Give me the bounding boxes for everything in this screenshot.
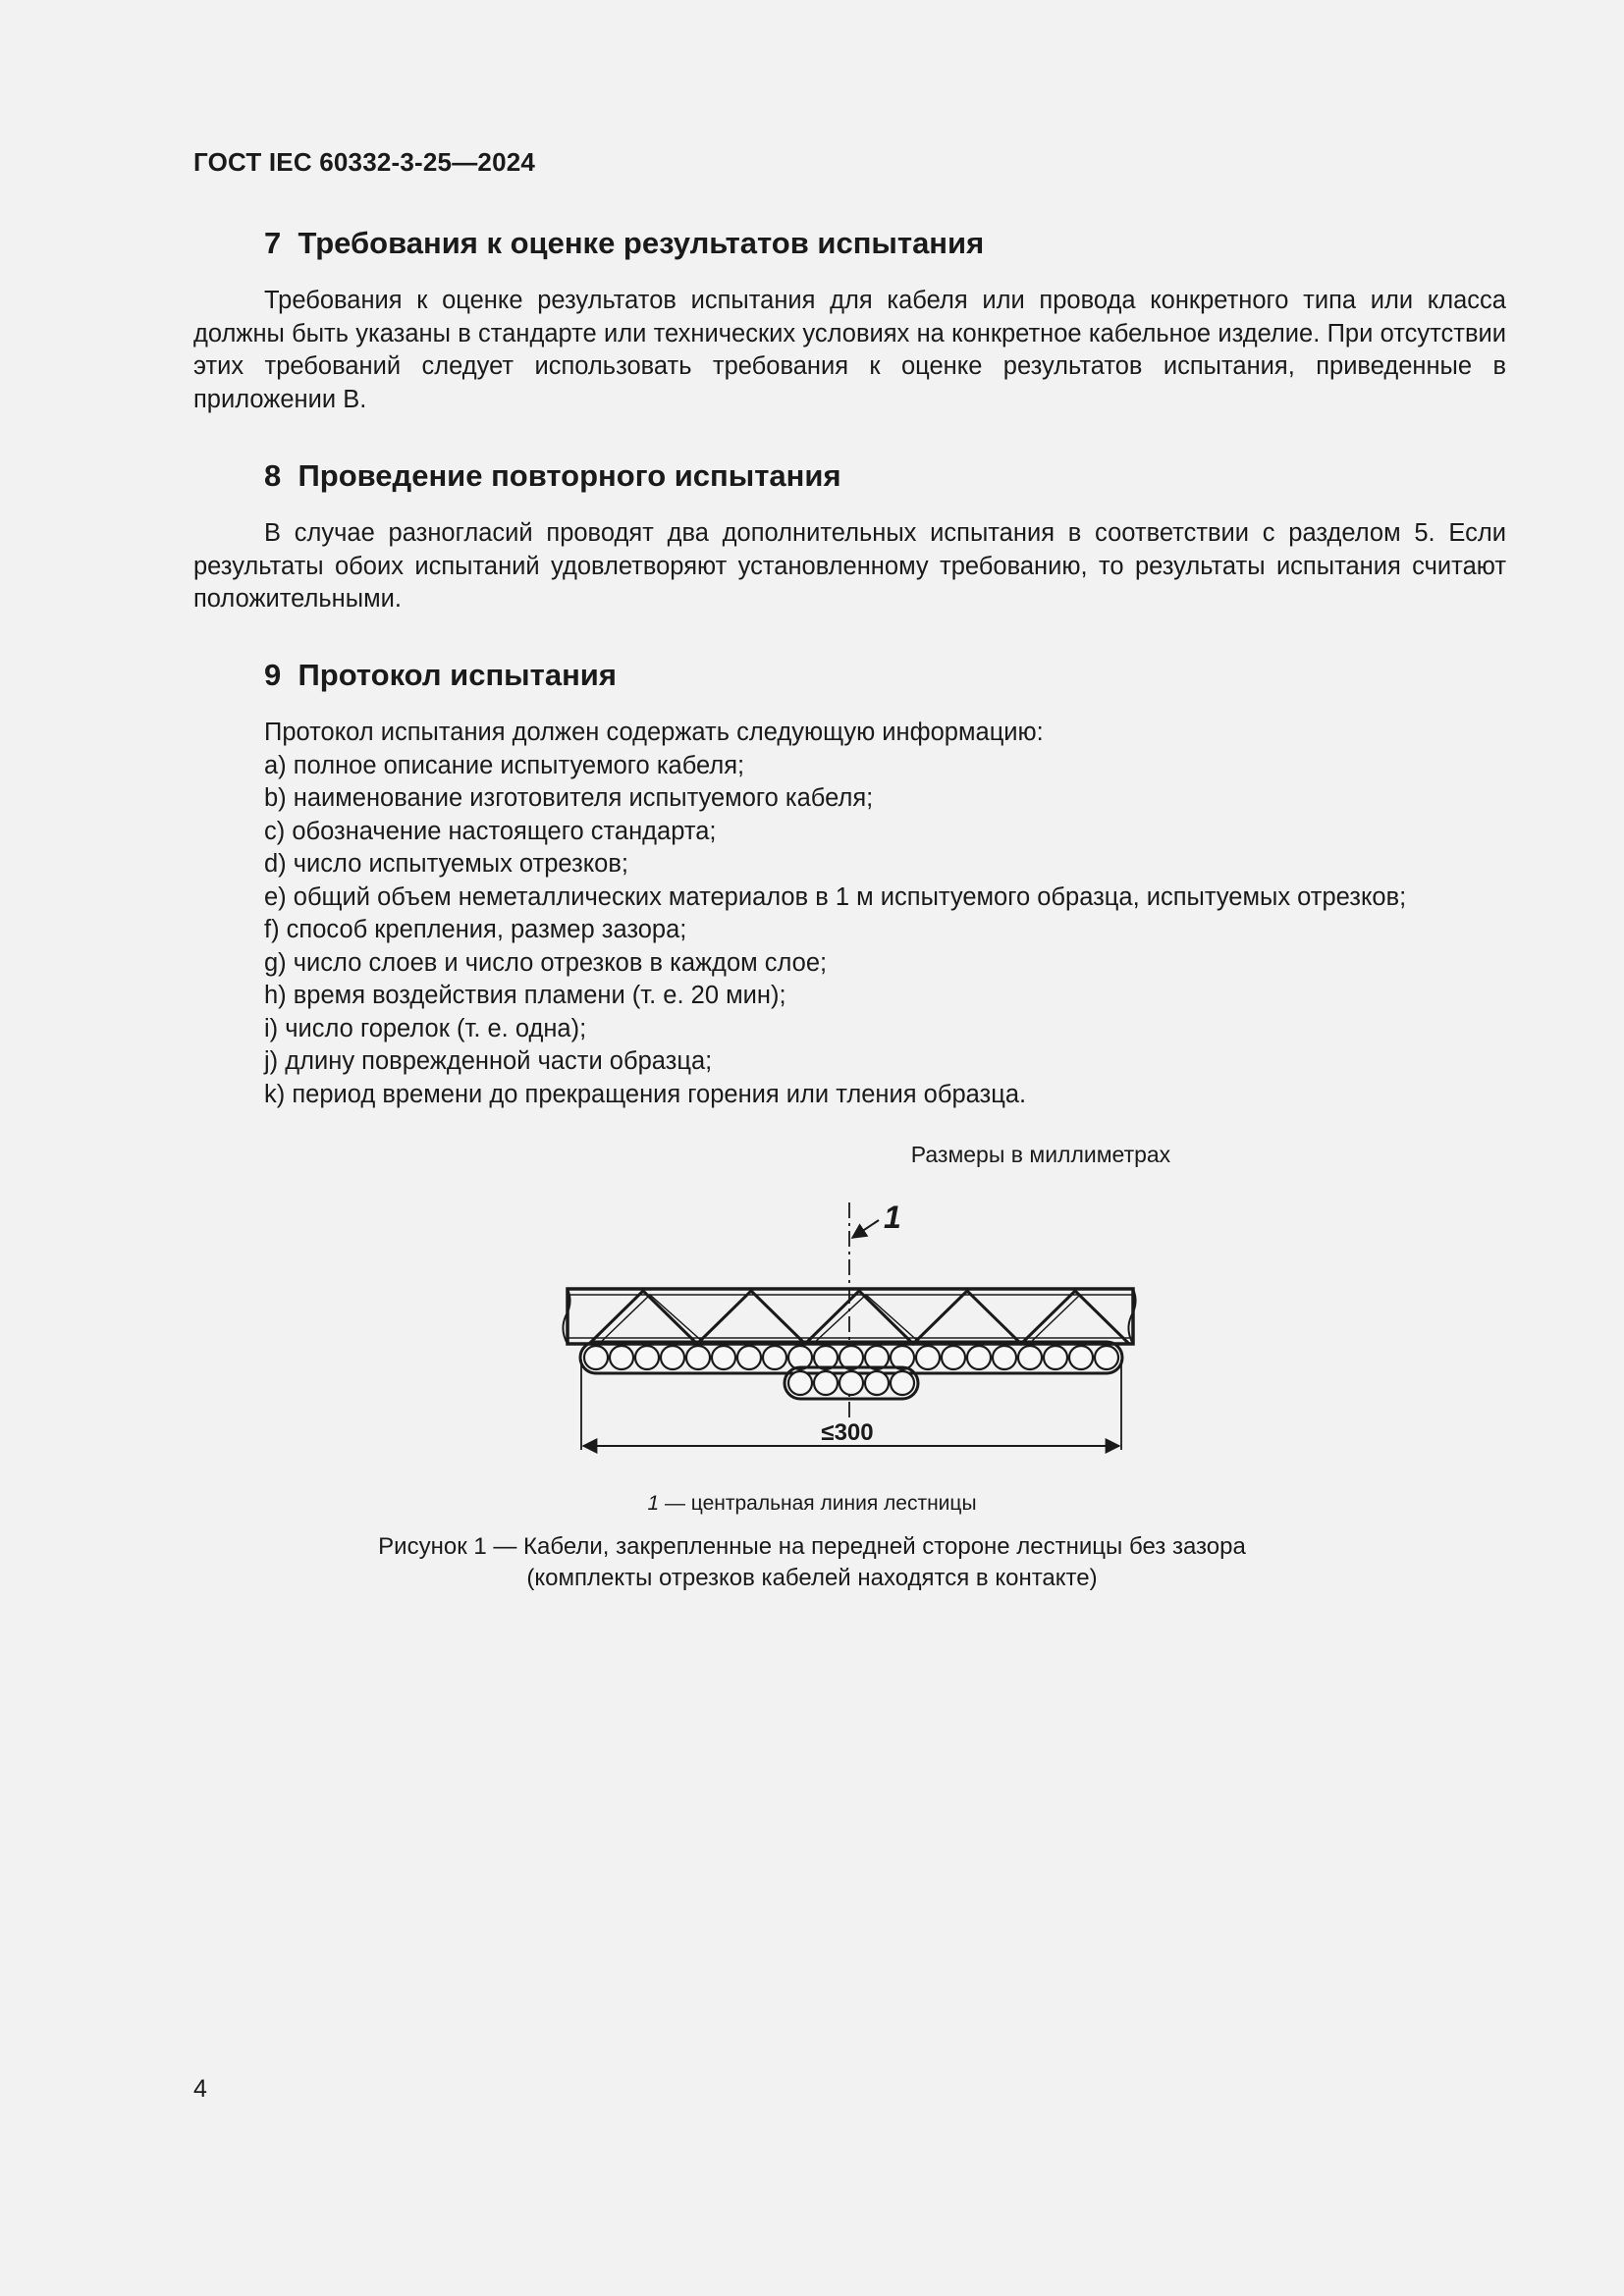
dimensions-note: Размеры в миллиметрах (910, 1142, 1171, 1167)
cable-cross-section (788, 1371, 812, 1395)
cable-cross-section (839, 1346, 863, 1369)
cable-cross-section (891, 1371, 914, 1395)
list-item: k) период времени до прекращения горения или тления образца. (264, 1080, 1027, 1108)
list-item: d) число испытуемых отрезков; (264, 850, 628, 878)
list-item: c) обозначение настоящего стандарта; (264, 817, 717, 845)
cable-cross-section (712, 1346, 735, 1369)
report-items-list (264, 750, 1506, 1112)
figure-legend: 1 — центральная линия лестницы (647, 1492, 977, 1515)
section-8 (193, 456, 1506, 616)
section-7-heading: 7 Требования к оценке результатов испытания (264, 226, 985, 260)
cable-cross-section (967, 1346, 991, 1369)
cable-cross-section (1018, 1346, 1042, 1369)
cable-cross-section (865, 1371, 889, 1395)
cable-cross-section (1069, 1346, 1093, 1369)
cable-cross-section (916, 1346, 940, 1369)
section-7 (193, 224, 1506, 416)
cable-cross-section (763, 1346, 786, 1369)
dimension-label: ≤300 (821, 1419, 874, 1446)
section-9 (193, 656, 1506, 1111)
list-item: h) время воздействия пламени (т. е. 20 мин); (264, 982, 786, 1009)
cable-cross-section (891, 1346, 914, 1369)
callout-leader (852, 1220, 879, 1238)
cable-cross-section (942, 1346, 965, 1369)
cable-row-bottom (785, 1367, 918, 1399)
cable-cross-section (865, 1346, 889, 1369)
section-9-intro: Протокол испытания должен содержать следующую информацию: (264, 719, 1044, 746)
cable-cross-section (1044, 1346, 1067, 1369)
cable-cross-section (584, 1346, 608, 1369)
list-item: a) полное описание испытуемого кабеля; (264, 751, 745, 779)
cable-cross-section (610, 1346, 633, 1369)
cable-cross-section (661, 1346, 684, 1369)
cable-cross-section (635, 1346, 659, 1369)
callout-label: 1 (884, 1200, 901, 1235)
figure-caption-continued: (комплекты отрезков кабелей находятся в контакте) (526, 1565, 1098, 1591)
list-item: e) общий объем неметаллических материалов в 1 м испытуемого образца, испытуемых отрезков; (264, 882, 1407, 911)
cable-cross-section (788, 1346, 812, 1369)
page-number: 4 (193, 2075, 207, 2103)
list-item: j) длину поврежденной части образца; (264, 1047, 713, 1075)
cable-cross-section (1095, 1346, 1118, 1369)
cable-cross-section (814, 1346, 838, 1369)
list-item: i) число горелок (т. е. одна); (264, 1014, 587, 1042)
cable-cross-section (993, 1346, 1016, 1369)
list-item: f) способ крепления, размер зазора; (264, 916, 687, 943)
cable-cross-section (839, 1371, 863, 1395)
document-header: ГОСТ IEC 60332-3-25—2024 (193, 147, 536, 177)
cable-cross-section (737, 1346, 761, 1369)
section-7-text: Требования к оценке результатов испытания для кабеля или провода конкретного типа или класса должны быть указаны в стандарте или технических условиях на конкретное кабельное изделие. При отсутствии этих требований следует использовать требования к оценке результатов испытания, приведенные в приложении В. (193, 287, 1506, 413)
cable-cross-section (814, 1371, 838, 1395)
ladder-cable-diagram (560, 1193, 1149, 1477)
figure-caption: Рисунок 1 — Кабели, закрепленные на передней стороне лестницы без зазора (378, 1533, 1246, 1560)
section-9-heading: 9 Протокол испытания (264, 658, 617, 692)
list-item: g) число слоев и число отрезков в каждом слое; (264, 948, 828, 977)
list-item: b) наименование изготовителя испытуемого кабеля; (264, 784, 874, 812)
section-8-heading: 8 Проведение повторного испытания (264, 458, 841, 493)
cable-cross-section (686, 1346, 710, 1369)
section-8-text: В случае разногласий проводят два дополнительных испытания в соответствии с разделом 5. Если результаты обоих испытаний удовлетворяют установленному требованию, то результаты испытания считают положительными. (193, 519, 1506, 613)
